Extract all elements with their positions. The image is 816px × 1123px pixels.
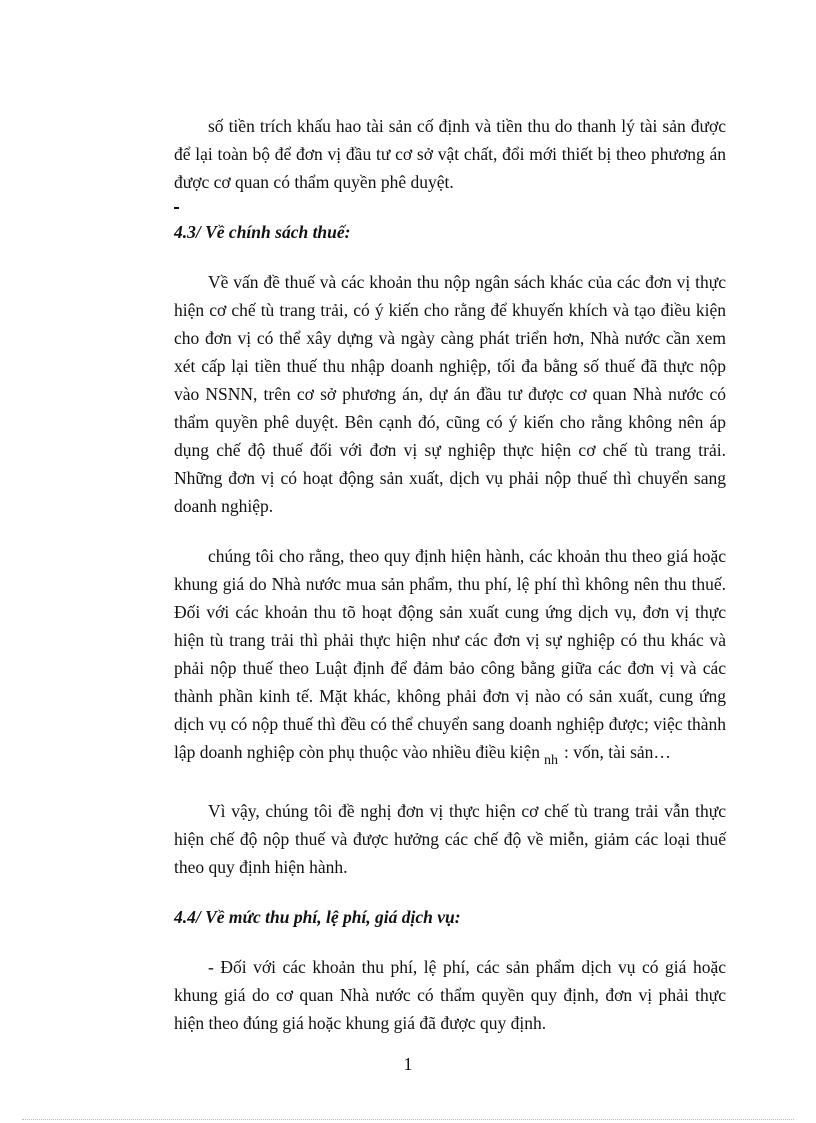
paragraph-our-view-text: chúng tôi cho rằng, theo quy định hiện hành, các khoản thu theo giá hoặc khung giá do Nhà nước mua sản phẩm, thu phí, lệ phí thì không nên thu thuế. Đối với các khoản thu tõ hoạt động sản xuất cung ứng dịch vụ, đơn vị thực hiện tù trang trải thì phải thực hiện như các đơn vị sự nghiệp có thu khác và phải nộp thuế theo Luật định để đảm bảo công bằng giữa các đơn vị và các thành phần kinh tế. Mặt khác, không phải đơn vị nào có sản xuất, cung ứng dịch vụ có nộp thuế thì đều có thể chuyển sang doanh nghiệp được; việc thành lập doanh nghiệp còn phụ thuộc vào nhiều điều kiện xyxy=(174,546,726,762)
paragraph-fees: - Đối với các khoản thu phí, lệ phí, các sản phẩm dịch vụ có giá hoặc khung giá do cơ quan Nhà nước có thẩm quyền quy định, đơn vị phải thực hiện theo đúng giá hoặc khung giá đã được quy định. xyxy=(174,957,726,1033)
section-heading-4-3-text: 4.3/ Về chính sách thuế: xyxy=(174,222,351,242)
page-number: 1 xyxy=(403,1054,413,1074)
paragraph-tax-opinions: Về vấn đề thuế và các khoản thu nộp ngân sách khác của các đơn vị thực hiện cơ chế tù trang trải, có ý kiến cho rằng để khuyến khích và tạo điều kiện cho đơn vị có thể xây dựng và ngày càng phát triển hơn, Nhà nước cần xem xét cấp lại tiền thuế thu nhập doanh nghiệp, tối đa bằng số thuế đã thực nộp vào NSNN, trên cơ sở phương án, dự án đầu tư được cơ quan Nhà nước có thẩm quyền phê duyệt. Bên cạnh đó, cũng có ý kiến cho rằng không nên áp dụng chế độ thuế đối với đơn vị sự nghiệp thực hiện cơ chế tù trang trải. Những đơn vị có hoạt động sản xuất, dịch vụ phải nộp thuế thì chuyển sang doanh nghiệp. xyxy=(174,272,726,516)
subscript-fragment: nh xyxy=(543,753,558,768)
section-heading-4-3 xyxy=(174,218,726,246)
paragraph-our-view-tail: : vốn, tài sản… xyxy=(563,742,671,762)
document-body xyxy=(174,112,726,1037)
section-heading-4-4 xyxy=(174,903,726,931)
section-heading-4-4-text: 4.4/ Về mức thu phí, lệ phí, giá dịch vụ: xyxy=(174,907,461,927)
paragraph-our-view xyxy=(174,542,726,775)
paragraph-depreciation: số tiền trích khấu hao tài sản cố định và tiền thu do thanh lý tài sản được để lại toàn bộ để đơn vị đầu tư cơ sở vật chất, đổi mới thiết bị theo phương án được cơ quan có thẩm quyền phê duyệt. xyxy=(174,116,726,192)
paragraph-recommendation: Vì vậy, chúng tôi đề nghị đơn vị thực hiện cơ chế tù trang trải vẫn thực hiện chế độ nộp thuế và được hưởng các chế độ về miễn, giảm các loại thuế theo quy định hiện hành. xyxy=(174,801,726,877)
page-bottom-divider xyxy=(22,1119,794,1120)
heading-bullet-mark xyxy=(174,207,179,209)
